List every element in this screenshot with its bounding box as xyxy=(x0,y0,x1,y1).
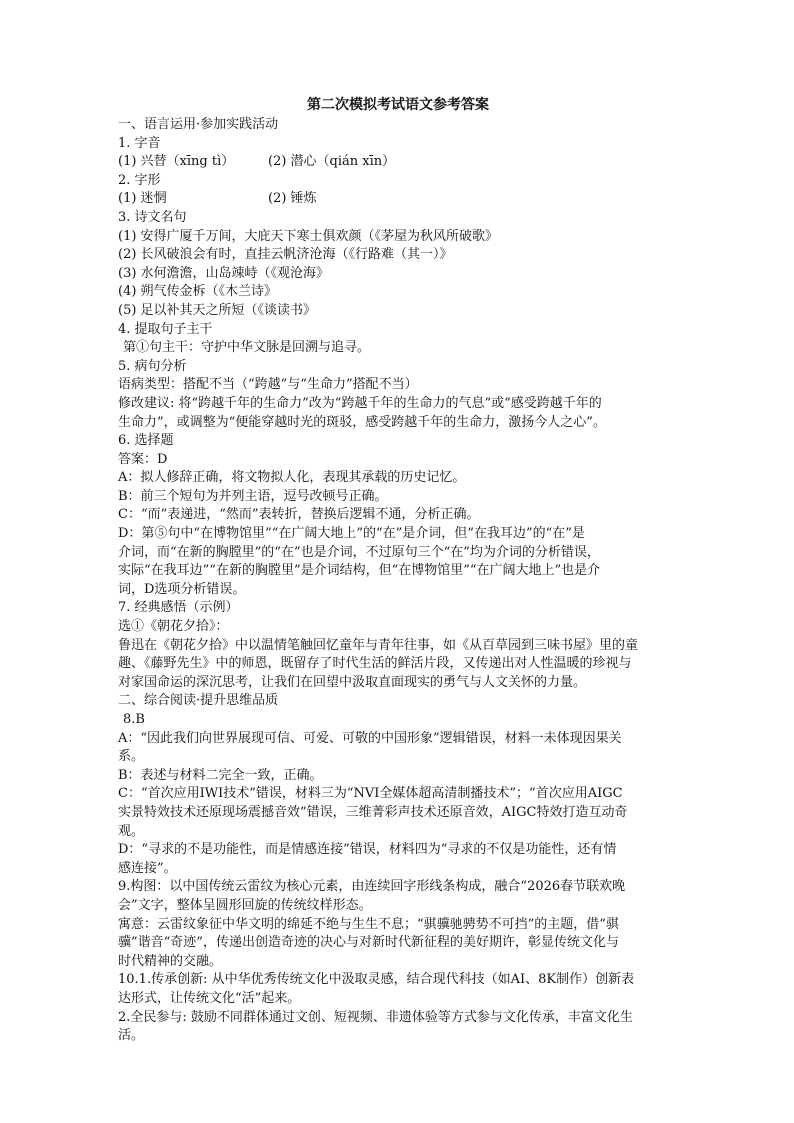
q9-paragraph: 骥”谐音“奇迹”，传递出创造奇迹的决心与对新时代新征程的美好期许，彰显传统文化与 xyxy=(118,935,619,951)
q4-answer: 第①句主干：守护中华文脉是回溯与追寻。 xyxy=(123,340,371,356)
q7-paragraph: 对家国命运的深沉思考，让我们在回望中汲取直面现实的勇气与人文关怀的力量。 xyxy=(118,674,587,690)
q3-item: (1) 安得广厦千万间，大庇天下寒士俱欢颜（《茅屋为秋风所破歌》 xyxy=(118,228,499,244)
q6-option-d: 词，D选项分析错误。 xyxy=(118,581,246,597)
q1-label: 1. 字音 xyxy=(118,135,161,151)
q8-option-d: D：“寻求的不是功能性，而是情感连接”错误，材料四为“寻求的不仅是功能性，还有情 xyxy=(118,842,617,858)
q8-option-a: A：“因此我们向世界展现可信、可爱、可敬的中国形象”逻辑错误，材料一未体现因果关 xyxy=(118,730,622,746)
q9-paragraph: 寓意：云雷纹象征中华文明的绵延不绝与生生不息；“骐骥驰骋势不可挡”的主题，借“骐 xyxy=(118,916,619,932)
q5-type: 语病类型：搭配不当（“跨越”与“生命力”搭配不当） xyxy=(118,377,418,393)
q9-paragraph: 时代精神的交融。 xyxy=(118,953,223,969)
q3-item: (5) 足以补其天之所短（《谈读书》 xyxy=(118,302,317,318)
q5-suggestion: 生命力”，或调整为“便能穿越时光的斑驳，感受跨越千年的生命力，激扬今人之心”。 xyxy=(118,414,606,430)
q7-paragraph: 趣、《藤野先生》中的师恩，既留存了时代生活的鲜活片段，又传递出对人性温暖的珍视与 xyxy=(118,656,632,672)
q6-option-d: 介词，而“在新的胸膛里”的“在”也是介词，不过原句三个“在”均为介词的分析错误， xyxy=(118,544,600,560)
q10-paragraph: 活。 xyxy=(118,1028,145,1044)
q8-option-d: 感连接”。 xyxy=(118,860,177,876)
q8-option-c: 实景特效技术还原现场震撼音效”错误，三维菁彩声技术还原音效，AIGC特效打造互动奇 xyxy=(118,804,628,820)
q3-item: (3) 水何澹澹，山岛竦峙（《观沧海》 xyxy=(118,265,330,281)
section-2-heading: 二、综合阅读·提升思维品质 xyxy=(118,693,279,709)
q1-answers xyxy=(118,153,684,172)
q8-option-b: B：表述与材料二完全一致，正确。 xyxy=(118,767,323,783)
q6-answer: 答案：D xyxy=(118,451,168,467)
q3-label: 3. 诗文名句 xyxy=(118,209,187,225)
document-title: 第二次模拟考试语文参考答案 xyxy=(307,97,489,113)
q1-answer-1: (1) 兴替（xīng tì） xyxy=(118,154,235,170)
q10-paragraph: 2.全民参与: 鼓励不同群体通过文创、短视频、非遗体验等方式参与文化传承，丰富文化生 xyxy=(118,1009,633,1025)
q3-item: (4) 朔气传金柝（《木兰诗》 xyxy=(118,284,278,300)
q6-option-b: B：前三个短句为并列主语，逗号改顿号正确。 xyxy=(118,488,388,504)
section-1-heading: 一、语言运用·参加实践活动 xyxy=(118,117,279,132)
q7-paragraph: 鲁迅在《朝花夕拾》中以温情笔触回忆童年与青年往事，如《从百草园到三味书屋》里的童 xyxy=(118,637,639,653)
q9-paragraph: 会”文字，整体呈圆形回旋的传统纹样形态。 xyxy=(118,897,372,913)
q8-option-c: 观。 xyxy=(118,823,145,839)
q9-paragraph: 9.构图：以中国传统云雷纹为核心元素，由连续回字形线条构成，融合“2026春节联欢晚 xyxy=(118,879,626,895)
q3-item: (2) 长风破浪会有时，直挂云帆济沧海（《行路难（其一）》 xyxy=(118,247,453,263)
q2-answers xyxy=(118,190,684,209)
q6-option-d: D：第⑤句中“在博物馆里”“在广阔大地上”的“在”是介词，但“在我耳边”的“在”是 xyxy=(118,526,585,542)
q10-paragraph: 达形式，让传统文化“活”起来。 xyxy=(118,990,301,1006)
q5-label: 5. 病句分析 xyxy=(118,358,187,374)
q4-label: 4. 提取句子主干 xyxy=(118,321,213,337)
q7-label: 7. 经典感悟（示例） xyxy=(118,600,239,616)
q1-answer-2: (2) 潜心（qián xīn） xyxy=(268,154,396,170)
q8-answer: 8.B xyxy=(123,712,145,727)
q5-suggestion: 修改建议: 将“跨越千年的生命力”改为“跨越千年的生命力的气息”或“感受跨越千年的 xyxy=(118,395,602,411)
q10-paragraph: 10.1.传承创新: 从中华优秀传统文化中汲取灵感，结合现代科技（如AI、8K制作）创新表 xyxy=(118,972,635,988)
q8-option-c: C：“首次应用IWI技术”错误，材料三为“NVI全媒体超高清制播技术”；“首次应用AIGC xyxy=(118,786,623,802)
q6-option-d: 实际“在我耳边”“在新的胸膛里”是介词结构，但“在博物馆里”“在广阔大地上”也是介 xyxy=(118,563,601,579)
q8-option-a: 系。 xyxy=(118,749,145,765)
q2-label: 2. 字形 xyxy=(118,172,161,188)
q2-answer-1: (1) 迷惘 xyxy=(118,191,167,207)
q7-choice: 选①《朝花夕拾》： xyxy=(118,619,229,635)
q6-label: 6. 选择题 xyxy=(118,433,174,449)
q6-option-a: A：拟人修辞正确，将文物拟人化，表现其承载的历史记忆。 xyxy=(118,470,466,486)
q6-option-c: C：“而”表递进，“然而”表转折，替换后逻辑不通，分析正确。 xyxy=(118,507,480,523)
q2-answer-2: (2) 锤炼 xyxy=(268,191,317,207)
